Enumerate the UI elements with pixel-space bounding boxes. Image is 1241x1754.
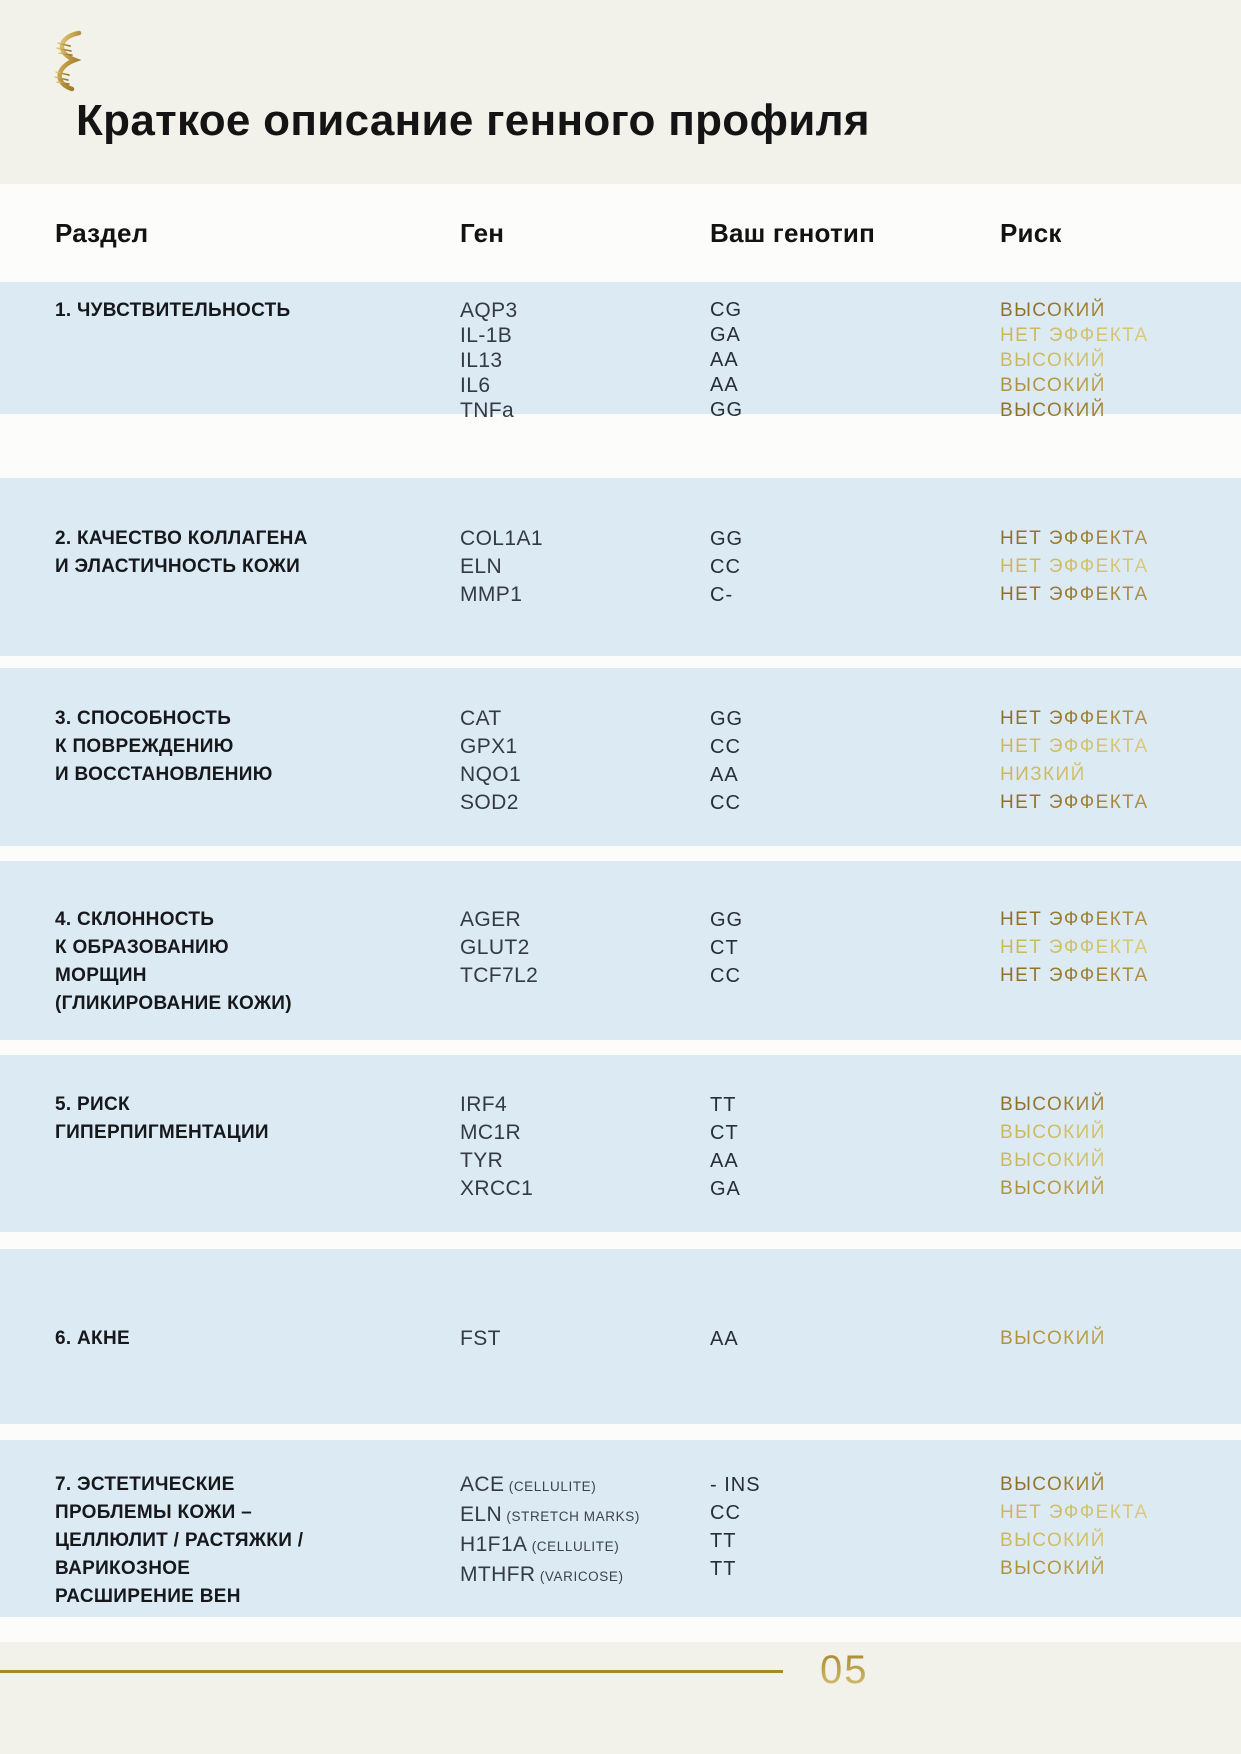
gene-column — [460, 906, 710, 1040]
section-title-line: К ОБРАЗОВАНИЮ — [55, 937, 229, 958]
section-title-line: ГИПЕРПИГМЕНТАЦИИ — [55, 1122, 269, 1143]
section-title-line: (ГЛИКИРОВАНИЕ КОЖИ) — [55, 993, 292, 1014]
risk-value: ВЫСОКИЙ — [1000, 1527, 1241, 1555]
section-band-4 — [0, 861, 1241, 1040]
gene-name: IL13 — [460, 349, 503, 372]
risk-value: ВЫСОКИЙ — [1000, 373, 1241, 398]
gene-name: XRCC1 — [460, 1177, 534, 1200]
genotype-value: TT — [710, 1094, 737, 1116]
risk-value: ВЫСОКИЙ — [1000, 1175, 1241, 1203]
gene-name: GLUT2 — [460, 936, 530, 959]
column-header-risk: Риск — [1000, 218, 1062, 248]
genotype-value: AA — [710, 764, 739, 786]
genotype-value: TT — [710, 1530, 737, 1552]
gene-note: (VARICOSE) — [535, 1569, 624, 1584]
section-title — [55, 1325, 460, 1424]
section-band-1 — [0, 282, 1241, 422]
genotype-value: CT — [710, 937, 739, 959]
section-title-line: 4. СКЛОННОСТЬ — [55, 909, 215, 930]
dna-helix-icon — [46, 30, 88, 92]
risk-value: НЕТ ЭФФЕКТА — [1000, 733, 1241, 761]
genotype-value: GG — [710, 909, 744, 931]
genotype-column — [710, 1325, 1000, 1424]
column-header-genotype: Ваш генотип — [710, 218, 875, 248]
gene-name: ELN — [460, 555, 503, 578]
genotype-value: GA — [710, 1178, 741, 1200]
gene-name: TYR — [460, 1149, 504, 1172]
section-title-line: 2. КАЧЕСТВО КОЛЛАГЕНА — [55, 528, 308, 549]
gene-note: (CELLULITE) — [527, 1539, 620, 1554]
risk-value: ВЫСОКИЙ — [1000, 1471, 1241, 1499]
risk-value: НЕТ ЭФФЕКТА — [1000, 525, 1241, 553]
risk-value: ВЫСОКИЙ — [1000, 298, 1241, 323]
section-title-line: 3. СПОСОБНОСТЬ — [55, 708, 232, 729]
footer-divider — [0, 1670, 783, 1673]
section-title-line: ЦЕЛЛЮЛИТ / РАСТЯЖКИ / — [55, 1530, 304, 1551]
genotype-column — [710, 705, 1000, 846]
section-title-line: И ЭЛАСТИЧНОСТЬ КОЖИ — [55, 556, 301, 577]
risk-value: НЕТ ЭФФЕКТА — [1000, 962, 1241, 990]
page-number: 05 — [820, 1648, 869, 1692]
risk-column — [1000, 1091, 1241, 1232]
genotype-value: - INS — [710, 1474, 761, 1496]
risk-column — [1000, 906, 1241, 1040]
gene-name: NQO1 — [460, 763, 522, 786]
section-title-line: 6. АКНЕ — [55, 1328, 130, 1349]
risk-value: ВЫСОКИЙ — [1000, 1091, 1241, 1119]
gene-note: (CELLULITE) — [504, 1479, 597, 1494]
genotype-column — [710, 1471, 1000, 1617]
risk-value: НИЗКИЙ — [1000, 761, 1241, 789]
gene-name: MTHFR (VARICOSE) — [460, 1563, 624, 1586]
gene-name: IL6 — [460, 374, 491, 397]
gene-name: TCF7L2 — [460, 964, 539, 987]
genotype-value: AA — [710, 349, 739, 371]
section-title-line: РАСШИРЕНИЕ ВЕН — [55, 1586, 241, 1607]
section-band-3 — [0, 668, 1241, 846]
risk-column — [1000, 705, 1241, 846]
section-title-line: МОРЩИН — [55, 965, 147, 986]
genotype-column — [710, 298, 1000, 423]
gene-name: MC1R — [460, 1121, 522, 1144]
gene-name: IL-1B — [460, 324, 513, 347]
risk-column — [1000, 298, 1241, 423]
risk-value: ВЫСОКИЙ — [1000, 348, 1241, 373]
risk-column — [1000, 525, 1241, 656]
genotype-value: AA — [710, 374, 739, 396]
genotype-value: C- — [710, 584, 734, 606]
column-header-section: Раздел — [55, 218, 149, 248]
section-title — [55, 1091, 460, 1232]
section-title — [55, 906, 460, 1040]
section-band-7 — [0, 1440, 1241, 1617]
gene-note: (STRETCH MARKS) — [502, 1509, 640, 1524]
gene-name: IRF4 — [460, 1093, 508, 1116]
risk-value: ВЫСОКИЙ — [1000, 398, 1241, 423]
risk-value: НЕТ ЭФФЕКТА — [1000, 1499, 1241, 1527]
gene-column — [460, 298, 710, 423]
gene-name: TNFa — [460, 399, 515, 422]
genotype-value: AA — [710, 1150, 739, 1172]
column-header-gene: Ген — [460, 218, 505, 248]
risk-column — [1000, 1471, 1241, 1617]
risk-value: НЕТ ЭФФЕКТА — [1000, 934, 1241, 962]
risk-value: ВЫСОКИЙ — [1000, 1555, 1241, 1583]
page-title: Краткое описание генного профиля — [76, 96, 870, 145]
risk-value: НЕТ ЭФФЕКТА — [1000, 705, 1241, 733]
genotype-value: TT — [710, 1558, 737, 1580]
risk-column — [1000, 1325, 1241, 1424]
genotype-value: CC — [710, 1502, 741, 1524]
gene-column — [460, 705, 710, 846]
section-title-line: ПРОБЛЕМЫ КОЖИ – — [55, 1502, 253, 1523]
gene-table — [0, 184, 1241, 1642]
genotype-column — [710, 1091, 1000, 1232]
risk-value: НЕТ ЭФФЕКТА — [1000, 581, 1241, 609]
genotype-value: GA — [710, 324, 741, 346]
genotype-value: AA — [710, 1328, 739, 1350]
gene-column — [460, 1471, 710, 1617]
section-band-2 — [0, 478, 1241, 656]
genotype-value: GG — [710, 399, 744, 421]
gene-name: FST — [460, 1327, 501, 1350]
section-title-line: ВАРИКОЗНОЕ — [55, 1558, 191, 1579]
risk-value: ВЫСОКИЙ — [1000, 1119, 1241, 1147]
gene-name: CAT — [460, 707, 502, 730]
gene-column — [460, 1325, 710, 1424]
risk-value: ВЫСОКИЙ — [1000, 1147, 1241, 1175]
risk-value: НЕТ ЭФФЕКТА — [1000, 553, 1241, 581]
genotype-column — [710, 525, 1000, 656]
section-band-6 — [0, 1249, 1241, 1424]
gene-name: ACE (CELLULITE) — [460, 1473, 597, 1496]
genotype-value: CT — [710, 1122, 739, 1144]
genotype-value: CC — [710, 736, 741, 758]
risk-value: НЕТ ЭФФЕКТА — [1000, 323, 1241, 348]
section-title — [55, 525, 460, 656]
section-title-line: 1. ЧУВСТВИТЕЛЬНОСТЬ — [55, 300, 291, 321]
genotype-value: CC — [710, 556, 741, 578]
gene-name: MMP1 — [460, 583, 523, 606]
genotype-value: GG — [710, 708, 744, 730]
gene-name: AQP3 — [460, 299, 518, 322]
genotype-value: CC — [710, 792, 741, 814]
section-band-5 — [0, 1055, 1241, 1232]
gene-column — [460, 1091, 710, 1232]
section-title-line: 5. РИСК — [55, 1094, 130, 1115]
genotype-column — [710, 906, 1000, 1040]
section-title-line: К ПОВРЕЖДЕНИЮ — [55, 736, 234, 757]
risk-value: НЕТ ЭФФЕКТА — [1000, 789, 1241, 817]
gene-name: COL1A1 — [460, 527, 543, 550]
gene-name: H1F1A (CELLULITE) — [460, 1533, 620, 1556]
section-title — [55, 1471, 460, 1617]
section-title-line: И ВОССТАНОВЛЕНИЮ — [55, 764, 273, 785]
gene-name: SOD2 — [460, 791, 519, 814]
gene-column — [460, 525, 710, 656]
section-title-line: 7. ЭСТЕТИЧЕСКИЕ — [55, 1474, 235, 1495]
genotype-value: CC — [710, 965, 741, 987]
gene-name: ELN (STRETCH MARKS) — [460, 1503, 640, 1526]
genotype-value: GG — [710, 528, 744, 550]
table-header-row — [0, 184, 1241, 282]
risk-value: ВЫСОКИЙ — [1000, 1325, 1241, 1353]
section-title — [55, 705, 460, 846]
genotype-value: CG — [710, 299, 742, 321]
gene-name: AGER — [460, 908, 522, 931]
gene-name: GPX1 — [460, 735, 518, 758]
section-title — [55, 298, 460, 423]
risk-value: НЕТ ЭФФЕКТА — [1000, 906, 1241, 934]
table-body — [0, 282, 1241, 1617]
